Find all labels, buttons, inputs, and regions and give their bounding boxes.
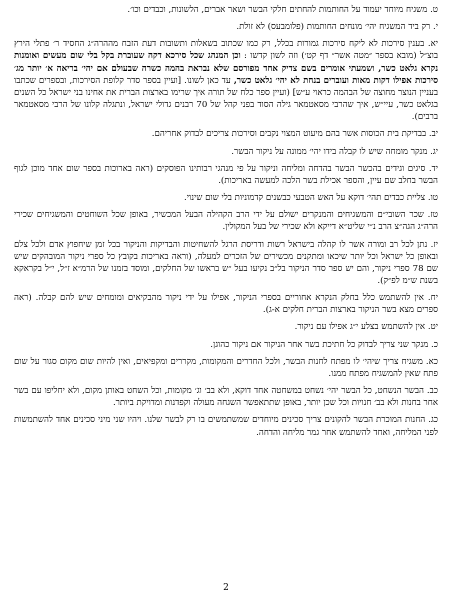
paragraph-yudalef xyxy=(14,38,438,123)
text-segment: ט. משגיח מיוחד יעמוד על החותמות להחתים חלקי הבשר ושאר אברים, הלשונות, וכבדים וכו׳. xyxy=(127,5,438,15)
paragraph-yudtet xyxy=(14,321,438,333)
paragraph-top xyxy=(14,4,438,16)
page-number: 2 xyxy=(223,582,229,593)
paragraph-kafbet xyxy=(14,385,438,409)
document-body xyxy=(14,4,438,439)
text-segment: כג. החנות המוכרת הבשר להקונים צריך סכינים מיוחדים שמשתמשים בו רק לבשר שלנו. ויהיו שני מיני סכינים אחד להשתמשות לפני המליחה, ואחד להשתמש אחר גמר מליחה והדחה. xyxy=(14,415,438,438)
text-segment: כ. מנקר שני צריך לבדוק כל חתיכת בשר אחר הניקור אם ניקור כהוגן. xyxy=(210,339,438,350)
paragraph-kaf xyxy=(14,339,438,351)
text-segment: טז. שכר השובי״ם והמשגיחים והמנקרים ישולם על ידי הרב הקהילה הבעל המכשיר, באופן שכל השוחטים והמשגיחים שכירי הרה״ג הגה״צ הרב נ״י שליט״א דייקא ולא שכירי של בעל המקולין. xyxy=(14,210,438,233)
text-segment: יב. בבדיקת בית הכוסות אשר בהם מיעוט המצוי נקבים וסירכות צריכים לבדוק אחריהם. xyxy=(151,129,438,140)
paragraph-yuddalet xyxy=(14,163,438,187)
text-segment: יד. סיגים וגידים בהכשר הבשר בהדחה ומליחה וניקור על פי מנהגי רבותינו הפוסקים (ראה בארוכות בספר שום אחד מוכן לגוף הבשר בחלב שם עיין, והספר אכילת בשר הלכה למעשה באריכות). xyxy=(14,163,438,186)
text-segment: יז. נתן לכל רב ומורה אשר לו קהלה בישראל רשות ודריסת הרגל להשחיטות והבדיקות והניקור בכל זמן שיחפוץ אדם ולכל צלם ובאופן כל ישראל וכל יותר שיכאו ומתקנים מכשירים של הזכרים למעלה, (וראה באריכות בקובץ כל ספרי ניקור המובהקים שיש שם 78 ספרי ניקור, והם יש ספר סדר הניקור בל״ב נקיעו בעל ״ש בראשו של החלקים, ומוסד בזמנו של הרמ״א ז״ל, י״ל בקראקא בשנת ש״מ לפ״ק). xyxy=(14,239,438,286)
paragraph-kafalef xyxy=(14,356,438,380)
paragraph-yudgimel xyxy=(14,146,438,158)
paragraph-tetvav xyxy=(14,192,438,204)
text-segment: כב. הבשר הנשחט, כל הבשר יהי׳ נשחט במשחטה אחד דוקא, ולא בב׳ וג׳ מקומות, וכל השחט באותן מקום, ולא יחליפו עם בשר אחר בחנות ולא בב׳ חנויות וכל שכן יותר, באופן שתתאפשר השגחה מעולה וקפדנות ומדויקת ביותר. xyxy=(14,386,438,409)
paragraph-kafgimel xyxy=(14,414,438,438)
paragraph-yudchet xyxy=(14,292,438,316)
paragraph-yudzayin xyxy=(14,239,438,288)
text-segment: יא. בענין סירכות לא ליקח סירכות גמורות בכלל, רק כמו שכתוב בשאלות ותשובות דעת הזבח מההרה״ג החסיד ר׳ פתלי הירץ בוצ״ל (מובא בספר ״מטה אשר״ דף קט׳) וזה לשון קדשו : xyxy=(14,39,439,62)
text-segment: יג. מנקר מומחה שיש לו קבלה בידו יהי׳ ממונה על ניקור הבשר. xyxy=(231,146,438,157)
paragraph-yud xyxy=(14,21,438,33)
text-segment: כא. משגיח צריך שיהי׳ לו מפתח לחנות הבשר, ולכל החדרים והמקומות, מקררים ומקפיאים, ואין להיות שום מקום סגור על שום פתח שאין להמשגיח מפתח ממנו. xyxy=(14,356,438,379)
text-segment: טו. צליית כבדים תהי׳ דוקא על האש הטבעי כבשנים קדמוניות בלי שום שינוי. xyxy=(184,193,438,204)
text-segment: יח. אין להשתמש כלל בחלק הנקרא אחוריים בספרי הניקור, אפילו על ידי ניקור מהבקיאים ומומחים שיש להם קבלה. (ראה ספרים מצא בשר הניקור בארצות הברית חלקים א-ג). xyxy=(14,293,438,316)
text-segment: יט. אין להשתמש בצלע י״ג אפילו עם ניקור. xyxy=(294,322,438,333)
text-segment: עד כאן לשונו. [ועיין בספר סדר קלופת הסירכות, ובספרים שכתבו בעניין הנוצר מחוצה של הבהמה כראוי ע״ש] (ועיין ספר כלח של תורה איך שרימו בארצות הברית את אחינו בני ישראל כל השנים בגלאט כשר, עיי״ש, איך שהרבי מסאטמאר גילה הסוד בפני קהל של 70 רבנים גדולי ישראל, ונתגלה קלונו של הרבי מסאטמאר ברבים). xyxy=(14,75,438,123)
text-segment: י. רק ביד המשגיח יהי׳ מונחים החותמות (פלומבעס) לא זולת. xyxy=(236,22,438,33)
bold-quote: וכן המנהג שכל סירכא דקה שעוברת בקל בלי שום מעשים ואומנות נקרא גלאט כשר, ושמעתי אומרים בשם צדיק אחד מפורסם שלא נבראת בהמה כשרה שבעולם אם יהי׳ בריאה א׳ יותר מג׳ סירכות אפילו דקות מאות ועוברים בנחת לא יהי׳ גלאט כשר, xyxy=(14,51,438,86)
paragraph-yudbet xyxy=(14,128,438,140)
paragraph-tetzayin xyxy=(14,209,438,233)
